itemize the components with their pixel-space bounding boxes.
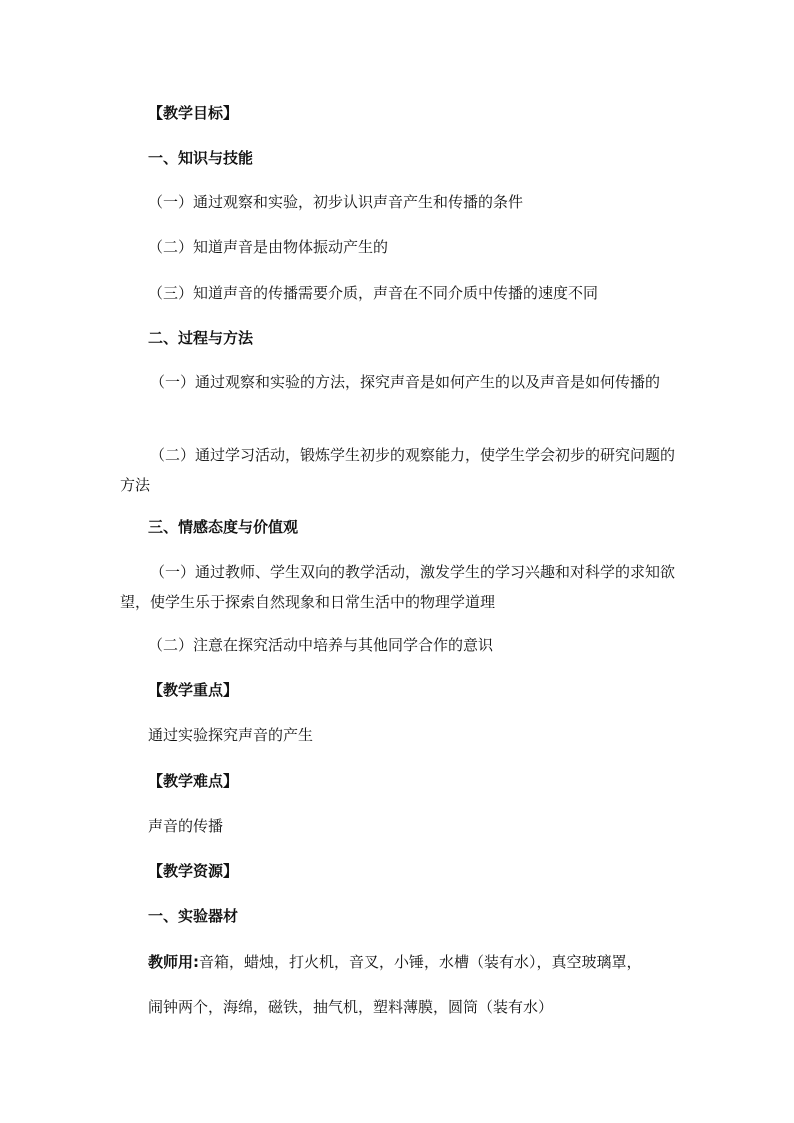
section-title-knowledge-skills: 一、知识与技能 xyxy=(148,149,254,167)
section-title-process-method: 二、过程与方法 xyxy=(148,329,254,347)
key-point-text: 通过实验探究声音的产生 xyxy=(148,726,314,744)
teacher-items-1: 音箱，蜡烛，打火机，音叉，小锤，水槽（装有水），真空玻璃罩， xyxy=(199,953,642,971)
section-title-equipment: 一、实验器材 xyxy=(148,907,239,925)
attitude-item-2: （二）注意在探究活动中培养与其他同学合作的意识 xyxy=(148,636,494,654)
heading-teaching-goals: 【教学目标】 xyxy=(148,104,239,122)
heading-teaching-resources: 【教学资源】 xyxy=(148,862,239,880)
process-item-1: （一）通过观察和实验的方法，探究声音是如何产生的以及声音是如何传播的 xyxy=(150,373,661,391)
teacher-equipment-line-1 xyxy=(148,952,642,972)
difficulty-text: 声音的传播 xyxy=(148,817,224,835)
knowledge-item-2: （二）知道声音是由物体振动产生的 xyxy=(148,238,389,256)
teacher-label: 教师用: xyxy=(148,953,199,971)
knowledge-item-1: （一）通过观察和实验，初步认识声音产生和传播的条件 xyxy=(148,193,524,211)
heading-teaching-key-point: 【教学重点】 xyxy=(148,681,239,699)
heading-teaching-difficulty: 【教学难点】 xyxy=(148,772,239,790)
process-item-2: （二）通过学习活动，锻炼学生初步的观察能力，使学生学会初步的研究问题的方法 xyxy=(120,446,676,494)
knowledge-item-3: （三）知道声音的传播需要介质，声音在不同介质中传播的速度不同 xyxy=(148,284,599,302)
teacher-equipment-line-2: 闹钟两个，海绵，磁铁，抽气机，塑料薄膜，圆筒（装有水） xyxy=(148,998,554,1016)
section-title-attitudes-values: 三、情感态度与价值观 xyxy=(148,518,299,536)
attitude-item-1: （一）通过教师、学生双向的教学活动，激发学生的学习兴趣和对科学的求知欲望，使学生乐于探索自然现象和日常生活中的物理学道理 xyxy=(120,563,676,611)
